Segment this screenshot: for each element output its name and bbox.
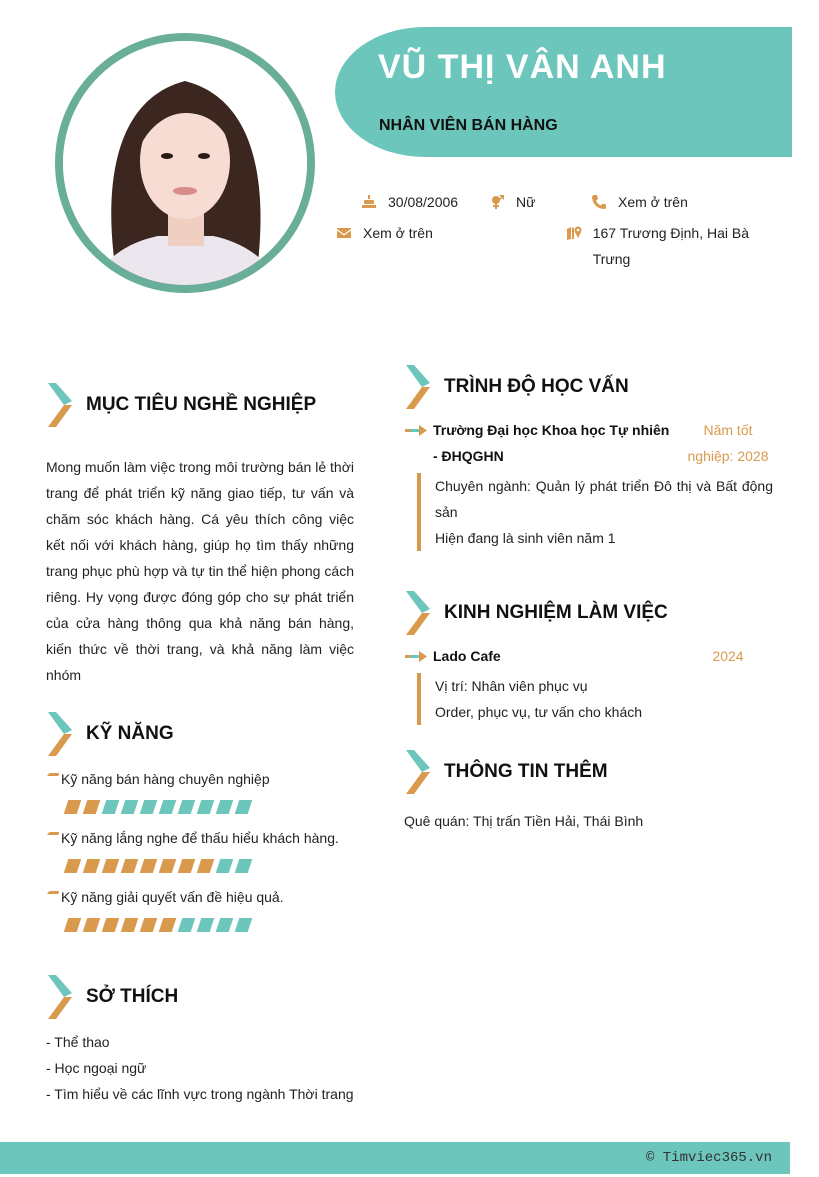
chevron-right-icon <box>46 383 72 427</box>
header-band <box>335 27 792 157</box>
experience-entry <box>405 643 773 725</box>
status: Hiện đang là sinh viên năm 1 <box>435 530 616 546</box>
skill-level-bar <box>46 859 366 873</box>
experience-details <box>417 673 773 725</box>
section-title: KINH NGHIỆM LÀM VIỆC <box>444 602 668 623</box>
job-title: NHÂN VIÊN BÁN HÀNG <box>379 117 558 134</box>
map-marker-icon <box>566 220 583 246</box>
section-title: SỞ THÍCH <box>86 986 179 1007</box>
chevron-right-icon <box>46 975 72 1019</box>
objective-text: Mong muốn làm việc trong môi trường bán lẻ thời trang để phát triển kỹ năng giao tiếp, tư vấn và chăm sóc khách hàng. Cá yêu thích công việc kết nối với khách hàng, giúp họ tìm thấy những trang phục phù hợp và tự tin thể hiện phong cách riêng. Hy vọng được đóng góp cho sự phát triển của cửa hàng thông qua khả năng bán hàng, kiến thức về thời trang, và khả năng làm việc nhóm <box>46 459 354 683</box>
section-education-header <box>404 365 629 409</box>
duties: Order, phục vụ, tư vấn cho khách <box>435 704 643 720</box>
arrow-right-icon <box>405 643 427 669</box>
hobbies-list <box>46 1029 366 1107</box>
gender-value: Nữ <box>516 194 536 210</box>
footer-copyright[interactable]: © Timviec365.vn <box>645 1150 772 1166</box>
phone-icon <box>590 189 608 215</box>
company-name: Lado Cafe <box>433 648 501 664</box>
skill-name: Kỹ năng giải quyết vấn đề hiệu quả. <box>46 887 366 907</box>
avatar <box>55 33 315 293</box>
contact-email <box>335 220 433 246</box>
section-title: THÔNG TIN THÊM <box>444 761 608 782</box>
education-entry <box>405 417 773 551</box>
section-additional-header <box>404 750 608 794</box>
chevron-right-icon <box>46 712 72 756</box>
skill-name: Kỹ năng bán hàng chuyên nghiệp <box>46 769 366 789</box>
skill-name: Kỹ năng lắng nghe để thấu hiểu khách hàng. <box>46 828 366 848</box>
skill-item <box>46 828 366 873</box>
gender-icon <box>488 189 506 215</box>
phone-value: Xem ở trên <box>618 194 688 210</box>
position: Vị trí: Nhân viên phục vụ <box>435 678 588 694</box>
skill-item <box>46 887 366 932</box>
graduation-date: Năm tốt nghiệp: 2028 <box>687 422 769 464</box>
skill-level-bar <box>46 918 366 932</box>
hobby-item: - Tìm hiểu về các lĩnh vực trong ngành Thời trang <box>46 1086 354 1102</box>
section-title: MỤC TIÊU NGHỀ NGHIỆP <box>86 394 317 415</box>
arrow-right-icon <box>405 417 427 443</box>
footer-bar <box>0 1142 790 1174</box>
envelope-icon <box>335 220 353 246</box>
contact-phone <box>590 189 688 215</box>
section-title: TRÌNH ĐỘ HỌC VẤN <box>444 376 629 397</box>
section-title: KỸ NĂNG <box>86 723 174 744</box>
chevron-right-icon <box>404 750 430 794</box>
work-date: 2024 <box>712 648 744 664</box>
section-skills-header <box>46 712 174 756</box>
candidate-name: VŨ THỊ VÂN ANH <box>378 48 667 86</box>
school-name: Trường Đại học Khoa học Tự nhiên - ĐHQGHN <box>433 422 670 464</box>
contact-birthday <box>360 189 458 215</box>
section-experience-header <box>404 591 668 635</box>
profile-photo <box>63 41 307 285</box>
major: Chuyên ngành: Quản lý phát triển Đô thị và Bất động sản <box>435 478 773 520</box>
birthday-cake-icon <box>360 189 378 215</box>
contact-gender <box>488 189 535 215</box>
birthday-value: 30/08/2006 <box>388 194 459 210</box>
email-value: Xem ở trên <box>363 225 433 241</box>
hometown-text: Quê quán: Thị trấn Tiền Hải, Thái Bình <box>404 813 644 829</box>
address-value: 167 Trương Định, Hai Bà Trưng <box>592 225 749 267</box>
hobby-item: - Thể thao <box>46 1034 110 1050</box>
hobby-item: - Học ngoại ngữ <box>46 1060 147 1076</box>
section-objective-header <box>46 383 316 427</box>
skill-item <box>46 769 366 814</box>
contact-address <box>566 220 776 272</box>
education-details <box>417 473 773 551</box>
skill-level-bar <box>46 800 366 814</box>
chevron-right-icon <box>404 591 430 635</box>
chevron-right-icon <box>404 365 430 409</box>
section-hobbies-header <box>46 975 178 1019</box>
